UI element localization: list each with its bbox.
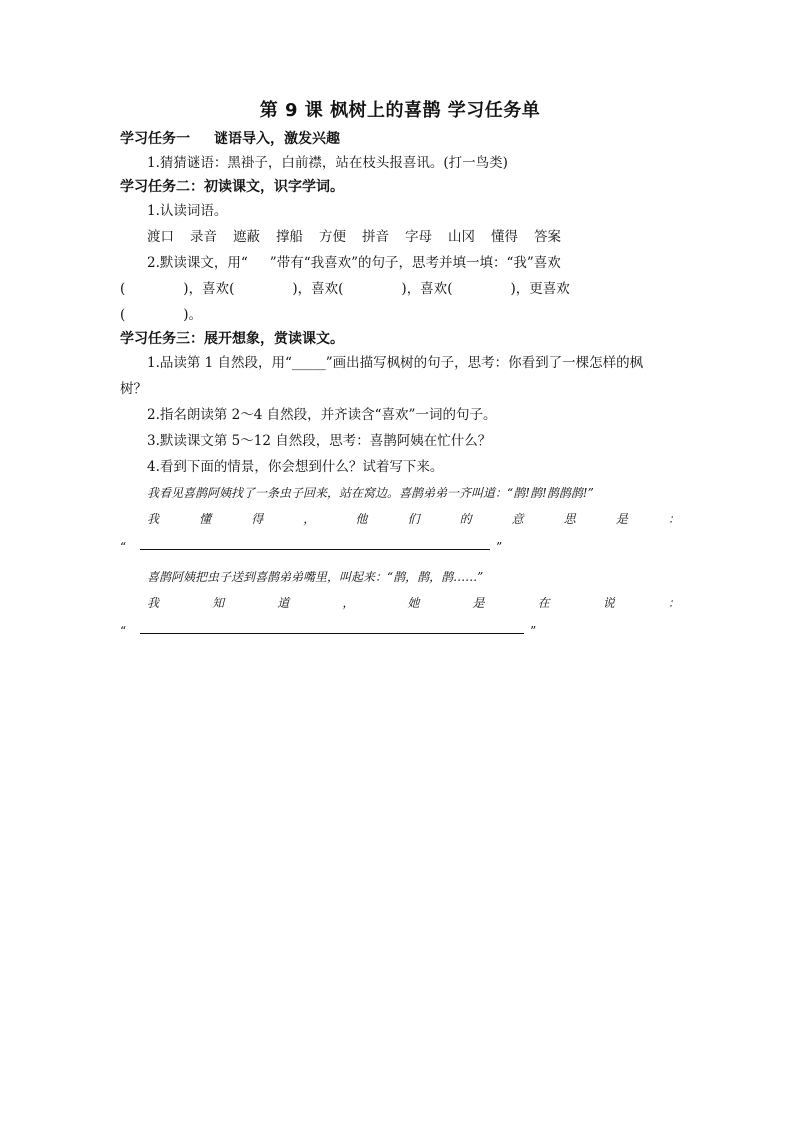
- word-item: 懂得: [491, 229, 518, 245]
- task2-item2: 2.默读课文，用“ ”带有“我喜欢”的句子，思考并填一填：“我”喜欢: [147, 255, 561, 271]
- scene1-text: 我看见喜鹊阿姨找了一条虫子回来，站在窝边。喜鹊弟弟一齐叫道：“鹊!鹊!鹊鹊鹊!”: [147, 486, 594, 500]
- answer-blank[interactable]: [140, 621, 524, 634]
- scene1-prompt: 我 懂 得 ， 他 们 的 意 思 是 ：: [147, 512, 680, 526]
- task2-heading: 学习任务二：初读课文，识字学词。: [120, 179, 344, 195]
- scene1-answer-line: “ ”: [120, 532, 680, 554]
- task1-heading: [120, 128, 680, 150]
- scene2-answer-line: “ ”: [120, 616, 680, 638]
- task3-heading: 学习任务三：展开想象，赏读课文。: [120, 331, 344, 347]
- page-title: 第 9 课 枫树上的喜鹊 学习任务单: [259, 100, 541, 121]
- task2-item1: 1.认读词语。: [147, 203, 228, 219]
- scene2-prompt: 我 知 道 ， 她 是 在 说 ：: [147, 596, 680, 610]
- worksheet: [120, 96, 680, 638]
- task3-item3: 3.默读课文第 5～12 自然段，思考：喜鹊阿姨在忙什么？: [147, 433, 492, 449]
- word-item: 答案: [534, 229, 561, 245]
- answer-blank[interactable]: [140, 537, 490, 550]
- word-list: [120, 224, 680, 250]
- task1-title: 谜语导入，激发兴趣: [214, 131, 340, 147]
- word-item: 山冈: [448, 229, 475, 245]
- word-item: 方便: [319, 229, 346, 245]
- task1-label: 学习任务一: [120, 131, 190, 147]
- task3-item2: 2.指名朗读第 2～4 自然段，并齐读含“喜欢”一词的句子。: [147, 407, 497, 423]
- word-item: 字母: [405, 229, 432, 245]
- word-item: 渡口: [147, 229, 174, 245]
- scene2-text: 喜鹊阿姨把虫子送到喜鹊弟弟嘴里，叫起来：“鹊，鹊，鹊……”: [147, 570, 484, 584]
- word-item: 遮蔽: [233, 229, 260, 245]
- word-item: 拼音: [362, 229, 389, 245]
- task3-item1: 1.品读第 1 自然段，用“_____”画出描写枫树的句子，思考：你看到了一棵怎样的枫: [147, 355, 644, 371]
- task3-item4: 4.看到下面的情景，你会想到什么？试着写下来。: [147, 459, 444, 475]
- word-item: 录音: [190, 229, 217, 245]
- task2-fill-end: ( )。: [120, 307, 203, 323]
- task1-item1: 1.猜猜谜语：黑褂子，白前襟，站在枝头报喜讯。(打一鸟类): [147, 155, 508, 171]
- task2-fill-line: ( )，喜欢( )，喜欢( )，喜欢( )，更喜欢: [120, 281, 570, 297]
- task3-item1-cont: 树？: [120, 381, 147, 397]
- word-item: 撑船: [276, 229, 303, 245]
